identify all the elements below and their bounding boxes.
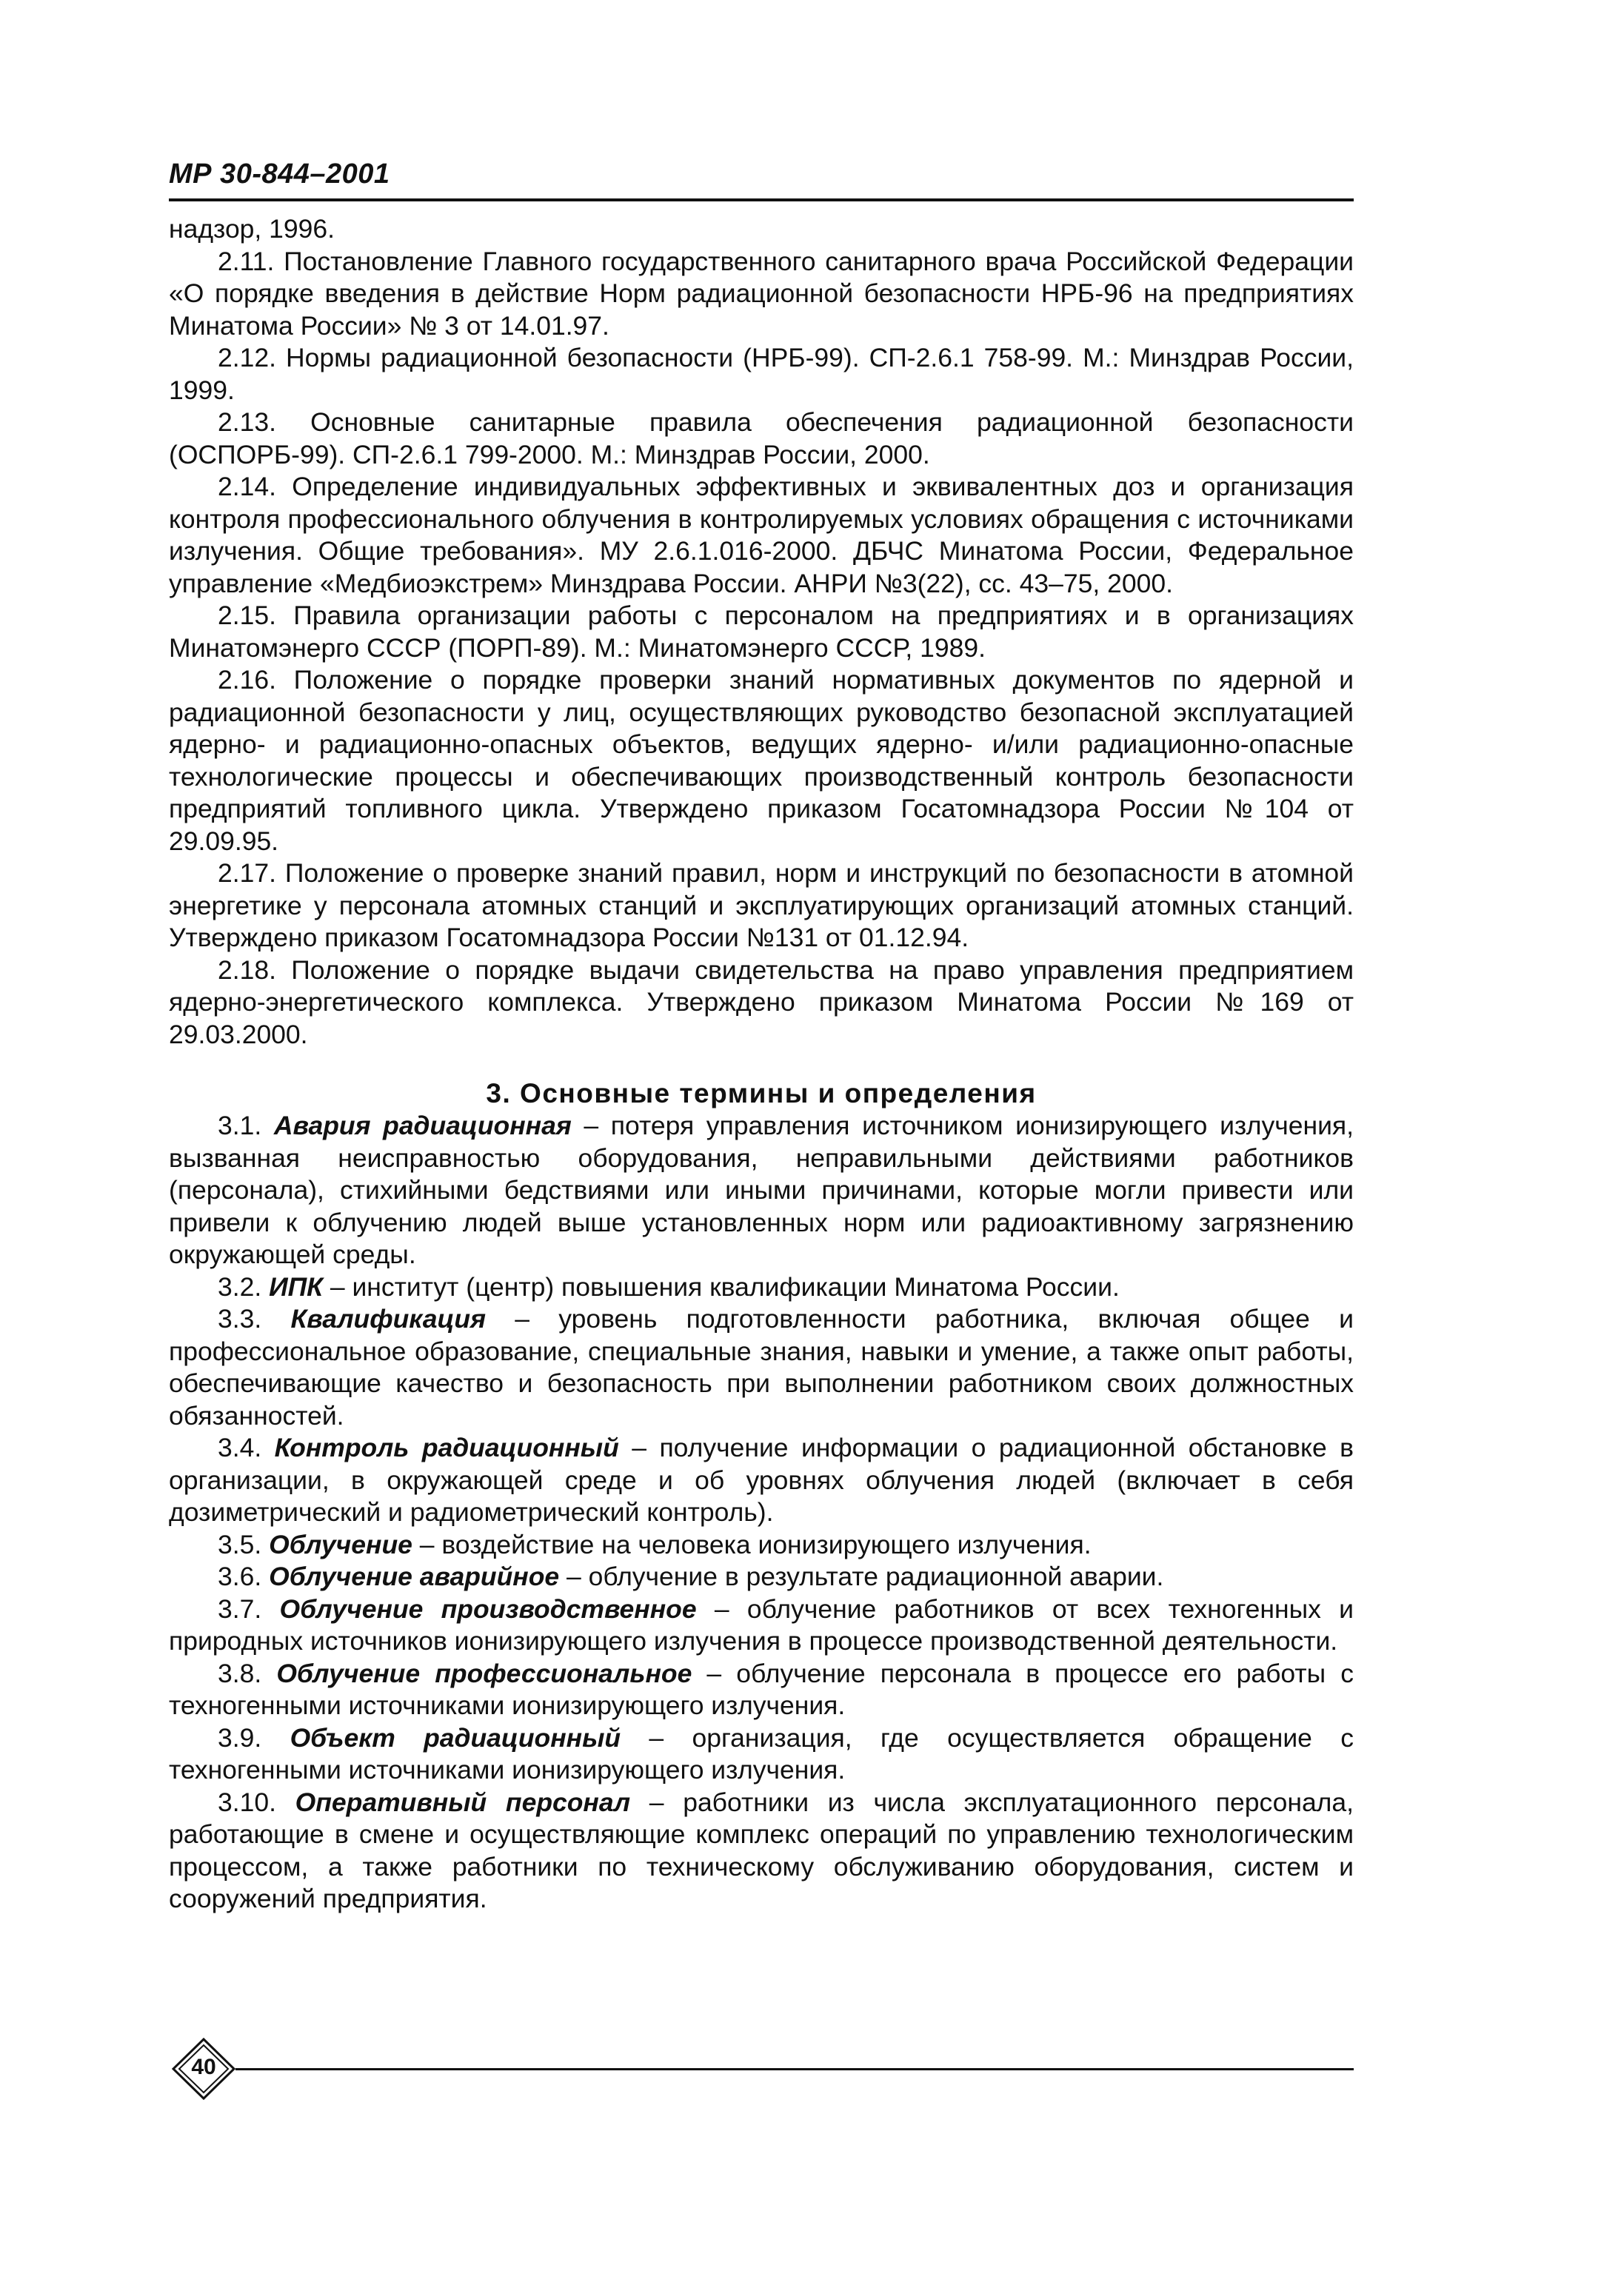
definition-number: 3.7.	[218, 1593, 280, 1624]
definition-text: – облучение персонала в процессе его работы с техногенными источниками ионизирующего излучения.	[169, 1658, 1354, 1720]
definition-term: Облучение	[269, 1529, 412, 1559]
definition-3-2	[169, 1271, 1354, 1304]
definition-text: – уровень подготовленности работника, включая общее и профессиональное образование, специальные знания, навыки и умение, а также опыт работы, обеспечивающие качество и безопасность при выполнении работником своих должностных обязанностей.	[169, 1304, 1354, 1431]
page-number: 40	[191, 2055, 216, 2079]
definition-number: 3.9.	[218, 1722, 290, 1753]
paragraph-continuation: надзор, 1996.	[169, 214, 335, 244]
section-heading: 3. Основные термины и определения	[486, 1078, 1037, 1108]
reference-2-15: 2.15. Правила организации работы с персоналом на предприятиях и в организациях Минатомэнерго СССР (ПОРП-89). М.: Минатомэнерго СССР, 1989.	[169, 601, 1354, 663]
definition-text: – институт (центр) повышения квалификации Минатома России.	[322, 1271, 1120, 1302]
definition-term: Облучение производственное	[279, 1593, 697, 1624]
definition-text: – работники из числа эксплуатационного персонала, работающие в смене и осуществляющие комплекс операций по управлению технологическим процессом, а также работники по техническому обслуживанию оборудования, систем и сооружений предприятия.	[169, 1787, 1354, 1913]
footer-rule	[235, 2068, 1354, 2070]
definition-number: 3.4.	[218, 1433, 275, 1462]
definition-3-8	[169, 1658, 1354, 1722]
definition-text: – воздействие на человека ионизирующего излучения.	[412, 1529, 1092, 1559]
definition-term: Квалификация	[290, 1304, 486, 1334]
definition-term: Контроль радиационный	[274, 1433, 619, 1462]
running-header: МР 30-844–2001	[169, 158, 390, 190]
reference-2-16: 2.16. Положение о порядке проверки знаний нормативных документов по ядерной и радиационной безопасности у лиц, осуществляющих руководство безопасной эксплуатацией ядерно- и радиационно-опасных объектов, ведущих ядерно- и/или радиационно-опасные технологические процессы и обеспечивающих производственный контроль безопасности предприятий топливного цикла. Утверждено приказом Госатомнадзора России №104 от 29.09.95.	[169, 665, 1354, 856]
definition-3-9	[169, 1722, 1354, 1787]
page-footer	[172, 2036, 1354, 2103]
definition-number: 3.10.	[218, 1787, 295, 1817]
reference-2-18: 2.18. Положение о порядке выдачи свидетельства на право управления предприятием ядерно-энергетического комплекса. Утверждено приказом Минатома России №169 от 29.03.2000.	[169, 954, 1354, 1049]
definition-number: 3.3.	[218, 1304, 291, 1334]
definition-3-6	[169, 1561, 1354, 1593]
definition-term: Авария радиационная	[273, 1111, 572, 1140]
definition-text: – облучение работников от всех техногенных и природных источников ионизирующего излучения в процессе производственной деятельности.	[169, 1593, 1354, 1656]
definition-term: Оперативный персонал	[295, 1787, 631, 1817]
reference-2-14: 2.14. Определение индивидуальных эффективных и эквивалентных доз и организация контроля профессионального облучения в контролируемых условиях обращения с источниками излучения. Общие требования». МУ 2.6.1.016-2000. ДБЧС Минатома России, Федеральное управление «Медбиоэкстрем» Минздрава России. АНРИ №3(22), сс. 43–75, 2000.	[169, 472, 1354, 598]
reference-2-12: 2.12. Нормы радиационной безопасности (НРБ-99). СП-2.6.1 758-99. М.: Минздрав России, 1999.	[169, 343, 1354, 405]
header-rule	[169, 198, 1354, 201]
definition-text: – организация, где осуществляется обращение с техногенными источниками ионизирующего излучения.	[169, 1722, 1354, 1785]
definition-3-3	[169, 1303, 1354, 1432]
definition-number: 3.5.	[218, 1529, 270, 1559]
definition-3-10	[169, 1787, 1354, 1916]
reference-2-11: 2.11. Постановление Главного государственного санитарного врача Российской Федерации «О порядке введения в действие Норм радиационной безопасности НРБ-96 на предприятиях Минатома России» № 3 от 14.01.97.	[169, 246, 1354, 341]
reference-2-13: 2.13. Основные санитарные правила обеспечения радиационной безопасности (ОСПОРБ-99). СП-2.6.1 799-2000. М.: Минздрав России, 2000.	[169, 407, 1354, 469]
definition-term: ИПК	[269, 1271, 323, 1302]
reference-2-17: 2.17. Положение о проверке знаний правил, норм и инструкций по безопасности в атомной энергетике у персонала атомных станций и эксплуатирующих организаций атомных станций. Утверждено приказом Госатомнадзора России №131 от 01.12.94.	[169, 858, 1354, 952]
definition-3-1	[169, 1110, 1354, 1271]
definition-number: 3.2.	[218, 1271, 270, 1302]
definition-3-4	[169, 1432, 1354, 1529]
definition-term: Объект радиационный	[290, 1722, 621, 1753]
definition-term: Облучение профессиональное	[276, 1658, 692, 1688]
definition-3-5	[169, 1529, 1354, 1562]
definition-text: – облучение в результате радиационной аварии.	[559, 1562, 1164, 1591]
definition-text: – потеря управления источником ионизирующего излучения, вызванная неисправностью оборудования, неправильными действиями работников (персонала), стихийными бедствиями или иными причинами, которые могли привести или привели к облучению людей выше установленных норм или радиоактивному загрязнению окружающей среды.	[169, 1111, 1354, 1269]
definition-3-7	[169, 1593, 1354, 1658]
definition-term: Облучение аварийное	[269, 1562, 560, 1591]
definition-number: 3.1.	[218, 1111, 274, 1140]
definition-text: – получение информации о радиационной обстановке в организации, в окружающей среде и об уровнях облучения людей (включает в себя дозиметрический и радиометрический контроль).	[169, 1433, 1354, 1527]
definition-number: 3.8.	[218, 1658, 277, 1688]
definition-number: 3.6.	[218, 1562, 270, 1591]
document-body	[169, 213, 1354, 1916]
